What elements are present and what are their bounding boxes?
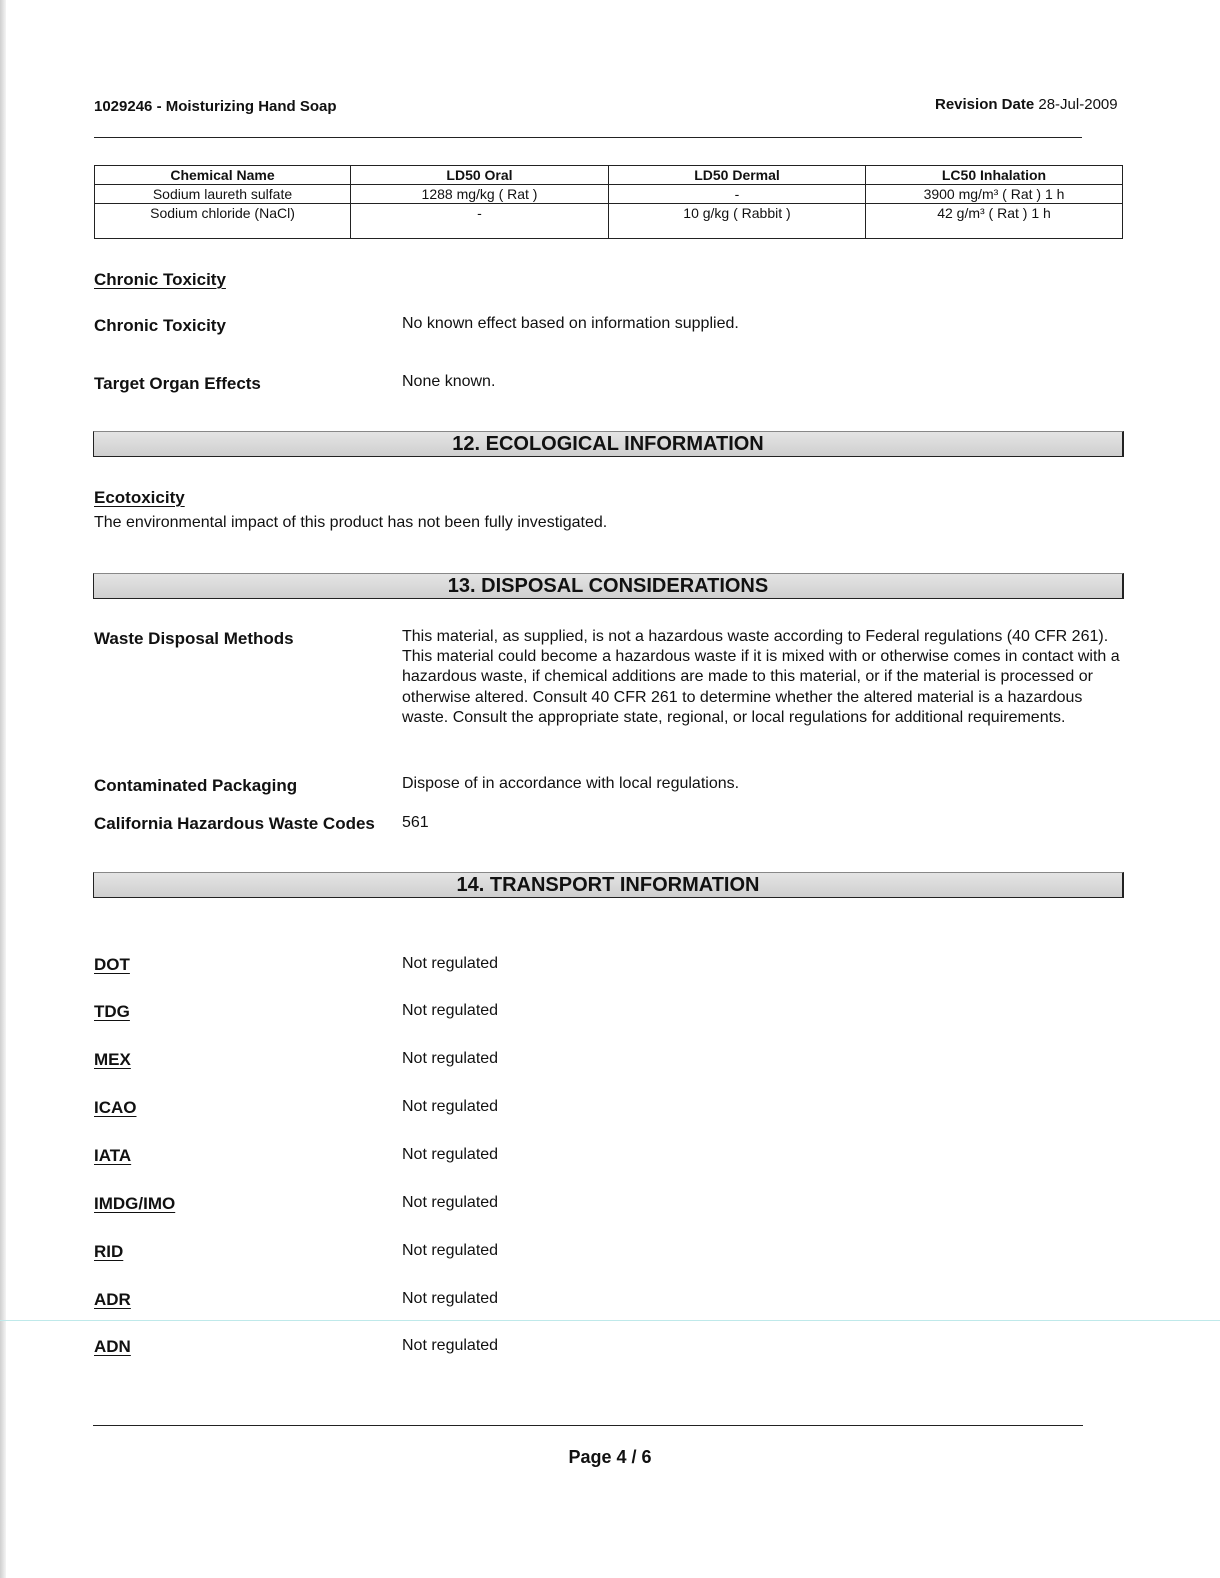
table-cell: Sodium chloride (NaCl) <box>95 204 351 239</box>
transport-label-imdg: IMDG/IMO <box>94 1194 176 1213</box>
column-header: LD50 Dermal <box>609 166 866 185</box>
page-number: Page 4 / 6 <box>568 1447 652 1467</box>
column-header: Chemical Name <box>95 166 351 185</box>
section-14-header: 14. TRANSPORT INFORMATION <box>93 872 1124 898</box>
chronic-toxicity-value: No known effect based on information supplied. <box>402 315 739 332</box>
transport-label-iata: IATA <box>94 1146 132 1165</box>
table-cell: 42 g/m³ ( Rat ) 1 h <box>866 204 1123 239</box>
transport-value-rid: Not regulated <box>402 1242 499 1259</box>
california-waste-codes-value: 561 <box>402 814 429 831</box>
table-cell: 1288 mg/kg ( Rat ) <box>351 185 609 204</box>
waste-disposal-label: Waste Disposal Methods <box>94 629 294 648</box>
transport-label-rid: RID <box>94 1242 124 1261</box>
transport-label-tdg: TDG <box>94 1002 130 1021</box>
footer-rule <box>93 1425 1083 1426</box>
transport-label-icao: ICAO <box>94 1098 137 1117</box>
transport-value-tdg: Not regulated <box>402 1002 499 1019</box>
california-waste-codes-label: California Hazardous Waste Codes <box>94 814 375 833</box>
transport-value-adn: Not regulated <box>402 1337 499 1354</box>
revision-date <box>935 96 1118 113</box>
contaminated-packaging-value: Dispose of in accordance with local regulations. <box>402 775 740 792</box>
transport-label-adr: ADR <box>94 1290 131 1309</box>
transport-value-iata: Not regulated <box>402 1146 499 1163</box>
contaminated-packaging-label: Contaminated Packaging <box>94 776 298 795</box>
ecotoxicity-heading: Ecotoxicity <box>94 488 185 507</box>
table-row <box>95 185 1123 204</box>
revision-value: 28-Jul-2009 <box>1038 96 1118 113</box>
header-rule <box>94 137 1082 138</box>
waste-disposal-value: This material, as supplied, is not a hazardous waste according to Federal regulations (40 CFR 261). This material could become a hazardous waste if it is mixed with or otherwise comes in contact with a hazardous waste, if chemical additions are made to this material, or if the material is processed or otherwise altered. Consult 40 CFR 261 to determine whether the altered material is a hazardous waste. Consult the appropriate state, regional, or local regulations for additional requirements. <box>402 628 1120 726</box>
transport-value-adr: Not regulated <box>402 1290 499 1307</box>
table-cell: 10 g/kg ( Rabbit ) <box>609 204 866 239</box>
scan-artifact-line <box>0 1320 1220 1321</box>
transport-value-imdg: Not regulated <box>402 1194 499 1211</box>
table-header-row <box>95 166 1123 185</box>
column-header: LC50 Inhalation <box>866 166 1123 185</box>
ecotoxicity-text: The environmental impact of this product has not been fully investigated. <box>94 514 608 531</box>
table-cell: 3900 mg/m³ ( Rat ) 1 h <box>866 185 1123 204</box>
table-cell: - <box>609 185 866 204</box>
transport-value-icao: Not regulated <box>402 1098 499 1115</box>
transport-value-dot: Not regulated <box>402 955 499 972</box>
transport-value-mex: Not regulated <box>402 1050 499 1067</box>
product-title: 1029246 - Moisturizing Hand Soap <box>94 98 337 115</box>
table-row <box>95 204 1123 239</box>
section-13-header: 13. DISPOSAL CONSIDERATIONS <box>93 573 1124 599</box>
scan-edge <box>0 0 6 1578</box>
toxicity-table <box>94 165 1123 239</box>
transport-label-adn: ADN <box>94 1337 131 1356</box>
section-12-header: 12. ECOLOGICAL INFORMATION <box>93 431 1124 457</box>
transport-label-dot: DOT <box>94 955 130 974</box>
table-cell: Sodium laureth sulfate <box>95 185 351 204</box>
chronic-toxicity-heading: Chronic Toxicity <box>94 270 226 289</box>
column-header: LD50 Oral <box>351 166 609 185</box>
table-cell: - <box>351 204 609 239</box>
target-organ-label: Target Organ Effects <box>94 374 261 393</box>
target-organ-value: None known. <box>402 373 496 390</box>
chronic-toxicity-label: Chronic Toxicity <box>94 316 226 335</box>
transport-label-mex: MEX <box>94 1050 131 1069</box>
revision-label: Revision Date <box>935 96 1035 113</box>
